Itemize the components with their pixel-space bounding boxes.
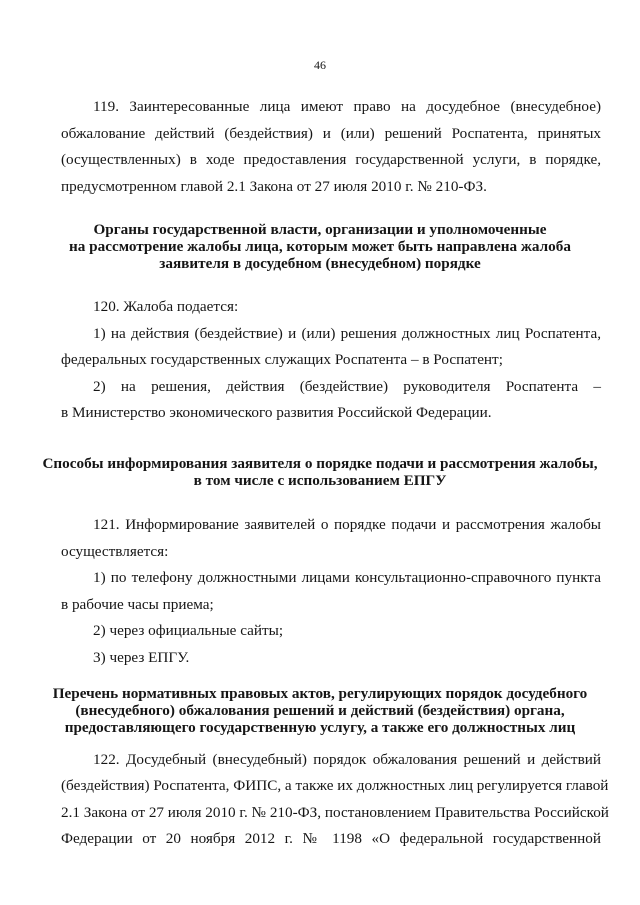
paragraph-121-intro-line-2: осуществляется:	[61, 543, 169, 560]
paragraph-120-item-2-line-2: в Министерство экономического развития Российской Федерации.	[61, 404, 492, 421]
paragraph-119-line-2: обжалование действий (бездействия) и (или) решений Роспатента, принятых	[61, 125, 601, 142]
section-heading-informing-line-2: в том числе с использованием ЕПГУ	[193, 472, 447, 489]
section-heading-regulations-line-1: Перечень нормативных правовых актов, регулирующих порядок досудебного	[52, 685, 588, 702]
paragraph-122-line-4: Федерации от 20 ноября 2012 г. № 1198 «О федеральной государственной	[61, 830, 601, 847]
paragraph-120-item-1-line-2: федеральных государственных служащих Роспатента – в Роспатент;	[61, 351, 503, 368]
section-heading-regulations-line-2: (внесудебного) обжалования решений и действий (бездействия) органа,	[75, 702, 565, 719]
paragraph-121-item-1-line-2: в рабочие часы приема;	[61, 596, 214, 613]
paragraph-120-item-1-line-1: 1) на действия (бездействие) и (или) решения должностных лиц Роспатента,	[93, 325, 601, 342]
section-heading-regulations-line-3: предоставляющего государственную услугу, а также его должностных лиц	[64, 719, 576, 736]
paragraph-122-line-2: (бездействия) Роспатента, ФИПС, а также их должностных лиц регулируется главой	[61, 777, 609, 794]
paragraph-120-item-2-line-1: 2) на решения, действия (бездействие) руководителя Роспатента –	[93, 378, 601, 395]
section-heading-authorities-line-3: заявителя в досудебном (внесудебном) порядке	[159, 255, 481, 272]
paragraph-119-line-1: 119. Заинтересованные лица имеют право на досудебное (внесудебное)	[93, 98, 601, 115]
paragraph-121-item-1-line-1: 1) по телефону должностными лицами консультационно-справочного пункта	[93, 569, 601, 586]
section-heading-informing-line-1: Способы информирования заявителя о порядке подачи и рассмотрения жалобы,	[42, 455, 598, 472]
section-heading-authorities-line-2: на рассмотрение жалобы лица, которым может быть направлена жалоба	[69, 238, 571, 255]
paragraph-121-intro-line-1: 121. Информирование заявителей о порядке подачи и рассмотрения жалобы	[93, 516, 601, 533]
paragraph-121-item-3: 3) через ЕПГУ.	[93, 649, 190, 666]
page-number: 46	[314, 58, 326, 72]
paragraph-119-line-4: предусмотренном главой 2.1 Закона от 27 июля 2010 г. № 210-ФЗ.	[61, 178, 487, 195]
paragraph-121-item-2: 2) через официальные сайты;	[93, 622, 284, 639]
paragraph-120-intro: 120. Жалоба подается:	[93, 298, 239, 315]
paragraph-119-line-3: (осуществленных) в ходе предоставления государственной услуги, в порядке,	[61, 151, 601, 168]
paragraph-122-line-3: 2.1 Закона от 27 июля 2010 г. № 210-ФЗ, постановлением Правительства Российской	[61, 804, 609, 821]
section-heading-authorities-line-1: Органы государственной власти, организации и уполномоченные	[93, 221, 547, 238]
paragraph-122-line-1: 122. Досудебный (внесудебный) порядок обжалования решений и действий	[93, 751, 601, 768]
